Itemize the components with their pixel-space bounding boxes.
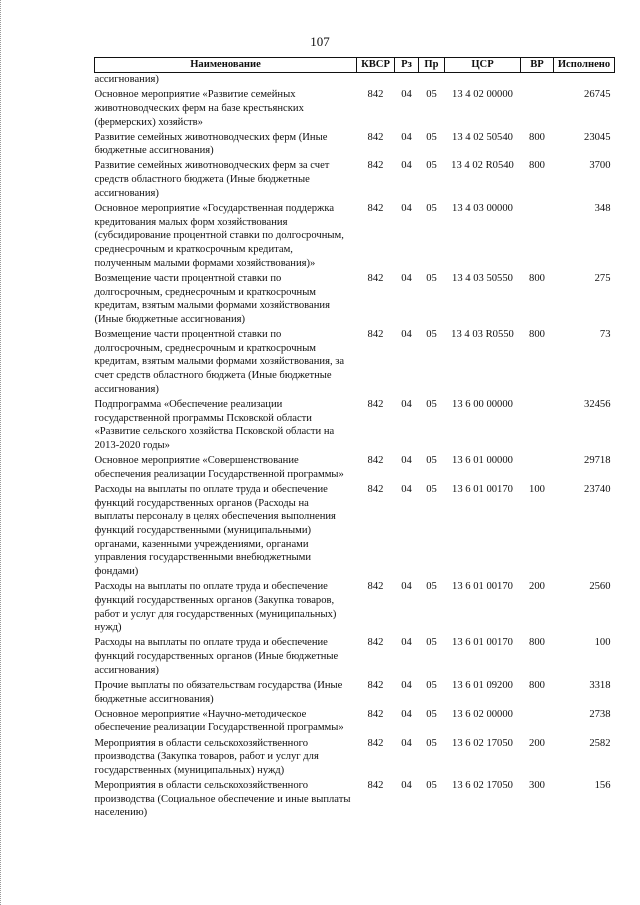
cell-pr: 05 <box>426 398 437 410</box>
cell-pr: 05 <box>426 455 437 467</box>
cell-done: 23740 <box>584 483 611 495</box>
cell-rz: 04 <box>401 398 412 410</box>
cell-name: Развитие семейных животноводческих ферм (Иные бюджетные ассигнования) <box>94 131 328 157</box>
cell-vr: 800 <box>529 329 545 340</box>
header-pr: Пр <box>419 58 445 73</box>
cell-kvsr: 842 <box>367 455 384 467</box>
header-name: Наименование <box>95 58 357 73</box>
cell-name: Основное мероприятие «Государственная поддержка кредитования малых форм хозяйствования (субсидирование процентной ставки по долгосрочным, среднесрочным и краткосрочным кредитам, полученным малыми формами хозяйствования)» <box>94 202 344 269</box>
cell-done: 156 <box>594 780 611 792</box>
cell-done: 2738 <box>589 708 611 720</box>
cell-vr: 800 <box>529 131 545 143</box>
cell-kvsr: 842 <box>367 398 384 410</box>
cell-name: Возмещение части процентной ставки по долгосрочным, среднесрочным и краткосрочным кредитам, взятым малыми формами хозяйствования, за счет средств областного бюджета (Иные бюджетные ассигнования) <box>94 329 345 395</box>
cell-rz: 04 <box>401 272 412 284</box>
page-edge <box>0 0 3 905</box>
cell-done: 23045 <box>584 131 611 143</box>
cell-pr: 05 <box>426 637 437 649</box>
cell-kvsr: 842 <box>367 581 384 593</box>
header-done: Исполнено <box>554 58 615 73</box>
cell-rz: 04 <box>401 679 412 691</box>
budget-table <box>94 57 615 822</box>
cell-csr: 13 4 02 00000 <box>452 89 513 101</box>
cell-csr: 13 6 00 00000 <box>452 398 513 410</box>
cell-pr: 05 <box>426 737 437 749</box>
cell-name: Основное мероприятие «Совершенствование обеспечения реализации Государственной программы» <box>94 455 344 480</box>
header-csr: ЦСР <box>445 58 521 73</box>
cell-kvsr: 842 <box>367 329 384 340</box>
table-row <box>95 580 615 636</box>
cell-pr: 05 <box>426 160 437 172</box>
cell-vr: 200 <box>529 737 545 749</box>
cell-rz: 04 <box>401 581 412 593</box>
cell-done: 348 <box>594 202 611 214</box>
cell-done: 3700 <box>589 160 611 172</box>
cell-name: Расходы на выплаты по оплате труда и обеспечение функций государственных органов (Иные бюджетные ассигнования) <box>94 637 339 676</box>
cell-kvsr: 842 <box>367 780 384 792</box>
cell-csr: 13 6 01 00000 <box>452 455 513 467</box>
cell-vr: 800 <box>529 637 545 649</box>
cell-name: Прочие выплаты по обязательствам государства (Иные бюджетные ассигнования) <box>94 679 343 705</box>
table-row <box>95 779 615 822</box>
cell-vr <box>521 454 554 483</box>
cell-name: Мероприятия в области сельскохозяйственного производства (Социальное обеспечение и иные выплаты населению) <box>94 780 351 819</box>
cell-name: Мероприятия в области сельскохозяйственного производства (Закупка товаров, работ и услуг для государственных (муниципальных) нужд) <box>94 737 319 776</box>
table-row <box>95 328 615 398</box>
table-header-row <box>95 58 615 73</box>
cell-rz: 04 <box>401 202 412 214</box>
cell-pr: 05 <box>426 780 437 792</box>
cell-vr: 800 <box>529 272 545 284</box>
cell-rz: 04 <box>401 708 412 720</box>
cell-vr: 100 <box>529 483 545 495</box>
cell-kvsr: 842 <box>367 202 384 214</box>
cell-csr: 13 6 02 17050 <box>452 780 513 792</box>
cell-done: 2582 <box>589 737 611 749</box>
cell-done: 73 <box>599 329 611 340</box>
cell-vr <box>521 708 554 737</box>
cell-vr: 800 <box>529 160 545 172</box>
cell-vr <box>521 398 554 454</box>
cell-kvsr: 842 <box>367 131 384 143</box>
cell-name: Развитие семейных животноводческих ферм за счет средств областного бюджета (Иные бюджетные ассигнования) <box>94 160 330 199</box>
cell-kvsr: 842 <box>367 160 384 172</box>
cell-pr: 05 <box>426 272 437 284</box>
cell-kvsr: 842 <box>367 737 384 749</box>
cell-csr: 13 4 03 50550 <box>452 272 513 284</box>
cell-csr: 13 6 01 00170 <box>452 581 513 593</box>
cell-rz: 04 <box>401 89 412 101</box>
cell-kvsr: 842 <box>367 483 384 495</box>
table-row-continuation <box>95 73 615 89</box>
table-row <box>95 636 615 679</box>
cell-rz: 04 <box>401 160 412 172</box>
cell-rz: 04 <box>401 131 412 143</box>
cell-vr: 200 <box>529 581 545 593</box>
cell-done: 100 <box>594 637 611 649</box>
cell-csr: 13 6 01 00170 <box>452 483 513 495</box>
table-row <box>95 159 615 202</box>
cell-vr: 300 <box>529 780 545 792</box>
cell-rz: 04 <box>401 780 412 792</box>
cell-rz: 04 <box>401 455 412 467</box>
cell-rz: 04 <box>401 737 412 749</box>
table-row <box>95 88 615 131</box>
cell-kvsr: 842 <box>367 679 384 691</box>
cell-name: Основное мероприятие «Развитие семейных животноводческих ферм на базе крестьянских (фермерских) хозяйств» <box>94 89 304 128</box>
cell-done: 26745 <box>584 89 611 101</box>
cell-vr: 800 <box>529 679 545 691</box>
table-row <box>95 272 615 328</box>
cell-rz: 04 <box>401 483 412 495</box>
cell-done: 32456 <box>584 398 611 410</box>
cell-pr: 05 <box>426 483 437 495</box>
table-row <box>95 202 615 272</box>
cell-pr: 05 <box>426 329 437 340</box>
page-number: 107 <box>310 34 330 49</box>
cell-name: Подпрограмма «Обеспечение реализации государственной программы Псковской области «Развитие сельского хозяйства Псковской области на 2013-2020 годы» <box>94 398 335 452</box>
cell-csr: 13 4 02 50540 <box>452 131 513 143</box>
cell-csr: 13 6 02 00000 <box>452 708 513 720</box>
table-row <box>95 708 615 737</box>
table-row <box>95 737 615 780</box>
cell-csr: 13 4 03 00000 <box>452 202 513 214</box>
cell-name: Возмещение части процентной ставки по долгосрочным, среднесрочным и краткосрочным кредитам, взятым малыми формами хозяйствования (Иные бюджетные ассигнования) <box>94 272 330 325</box>
continuation-text: ассигнования) <box>94 74 159 85</box>
cell-name: Расходы на выплаты по оплате труда и обеспечение функций государственных органов (Закупка товаров, работ и услуг для государственных (муниципальных) нужд) <box>94 581 337 634</box>
header-kvsr: КВСР <box>357 58 395 73</box>
table-row <box>95 454 615 483</box>
cell-pr: 05 <box>426 581 437 593</box>
cell-kvsr: 842 <box>367 637 384 649</box>
table-row <box>95 131 615 160</box>
table-row <box>95 398 615 454</box>
cell-pr: 05 <box>426 131 437 143</box>
cell-csr: 13 6 01 09200 <box>452 679 513 691</box>
cell-csr: 13 4 02 R0540 <box>451 160 514 172</box>
table-body <box>95 73 615 822</box>
cell-pr: 05 <box>426 89 437 101</box>
cell-done: 275 <box>594 272 611 284</box>
cell-pr: 05 <box>426 202 437 214</box>
cell-name: Основное мероприятие «Научно-методическое обеспечение реализации Государственной программы» <box>94 708 344 734</box>
cell-vr <box>521 202 554 272</box>
cell-rz: 04 <box>401 329 412 340</box>
header-vr: ВР <box>521 58 554 73</box>
cell-vr <box>521 88 554 131</box>
cell-done: 2560 <box>589 581 611 593</box>
cell-pr: 05 <box>426 679 437 691</box>
cell-name: Расходы на выплаты по оплате труда и обеспечение функций государственных органов (Расходы на выплаты персоналу в целях обеспечения выполнения функций государственными (муниципальными) органами, казенными учреждениями, органами управления государственными внебюджетными фондами) <box>94 483 336 578</box>
cell-kvsr: 842 <box>367 272 384 284</box>
cell-csr: 13 6 02 17050 <box>452 737 513 749</box>
cell-rz: 04 <box>401 637 412 649</box>
cell-csr: 13 4 03 R0550 <box>451 329 514 340</box>
cell-pr: 05 <box>426 708 437 720</box>
table-row <box>95 679 615 708</box>
cell-kvsr: 842 <box>367 89 384 101</box>
table-row <box>95 483 615 580</box>
header-rz: Рз <box>395 58 419 73</box>
cell-csr: 13 6 01 00170 <box>452 637 513 649</box>
cell-done: 3318 <box>589 679 611 691</box>
cell-done: 29718 <box>584 455 611 467</box>
cell-kvsr: 842 <box>367 708 384 720</box>
